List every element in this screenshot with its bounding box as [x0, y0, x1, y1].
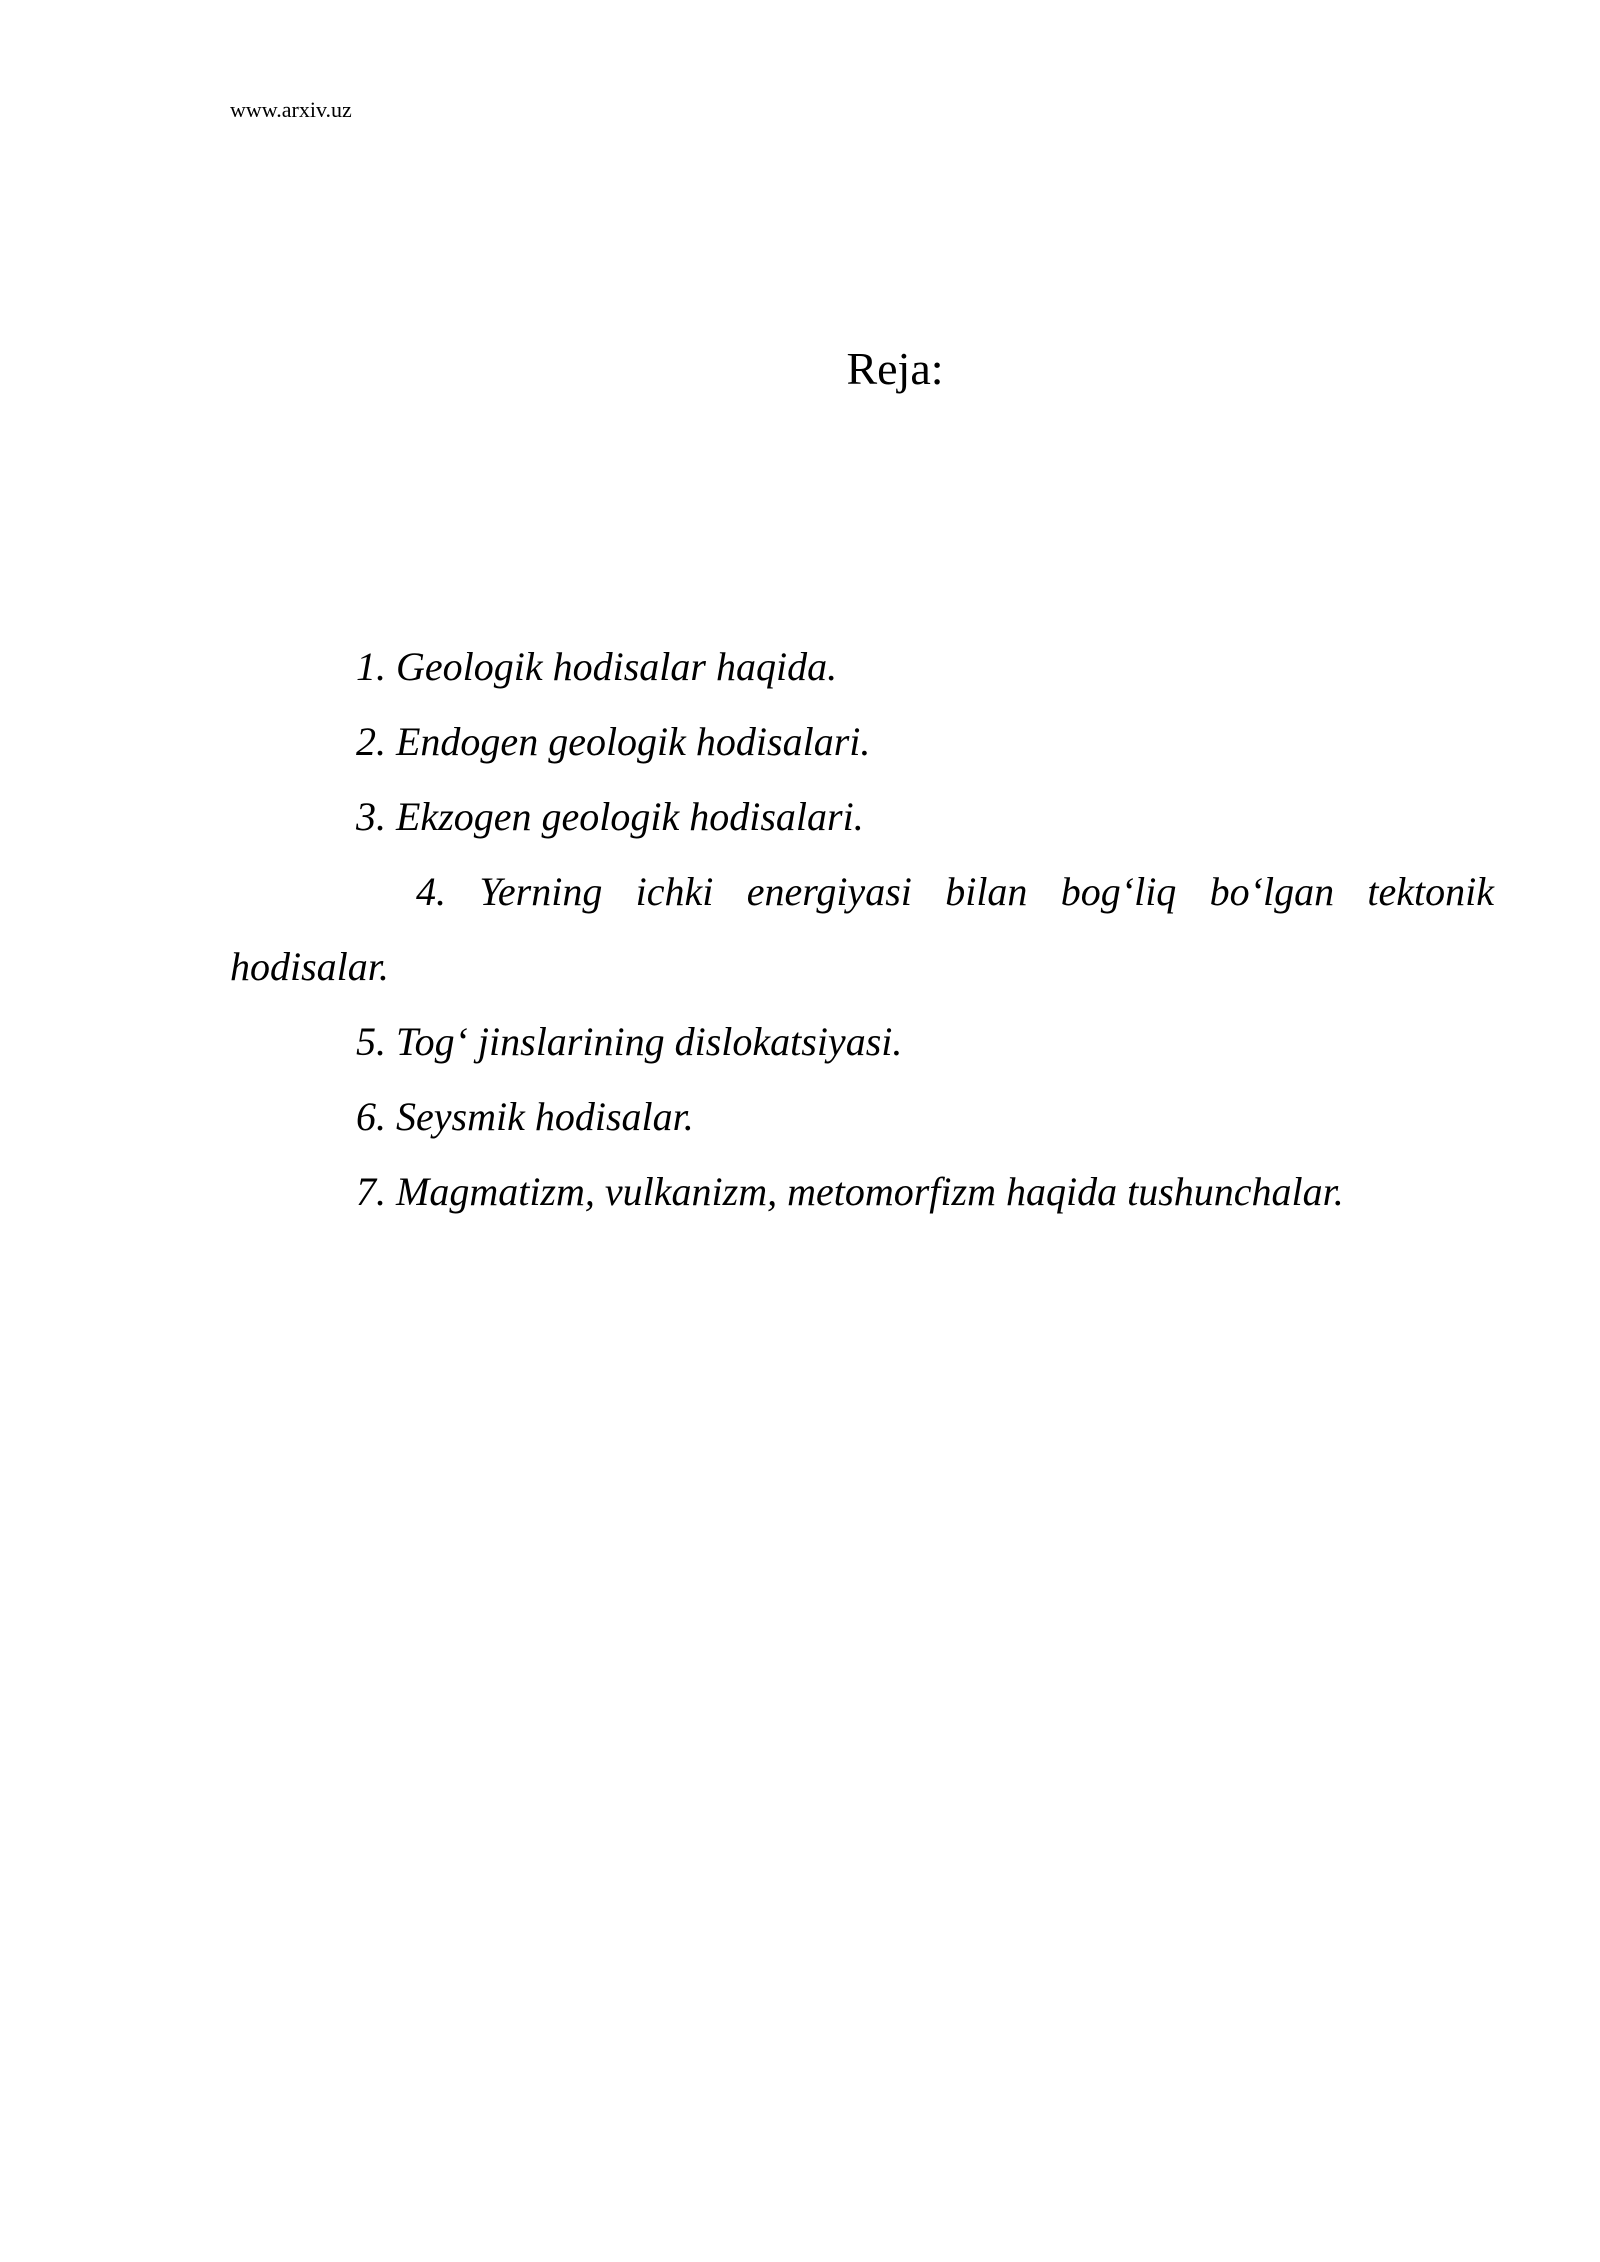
plan-title: Reja: — [846, 343, 944, 394]
plan-item-6: 6. Seysmik hodisalar. — [356, 1094, 694, 1139]
plan-item-3: 3. Ekzogen geologik hodisalari. — [356, 794, 864, 839]
plan-item-5: 5. Tog‘ jinslarining dislokatsiyasi. — [356, 1019, 903, 1064]
site-url-header: www.arxiv.uz — [230, 97, 352, 122]
plan-item-2: 2. Endogen geologik hodisalari. — [356, 719, 871, 764]
plan-item-4: 4. Yerning ichki energiyasi bilan bog‘liq bo‘lgan tektonik hodisalar. — [230, 869, 1494, 989]
plan-item-7: 7. Magmatizm, vulkanizm, metomorfizm haqida tushunchalar. — [356, 1169, 1344, 1214]
plan-item-1: 1. Geologik hodisalar haqida. — [356, 644, 838, 689]
